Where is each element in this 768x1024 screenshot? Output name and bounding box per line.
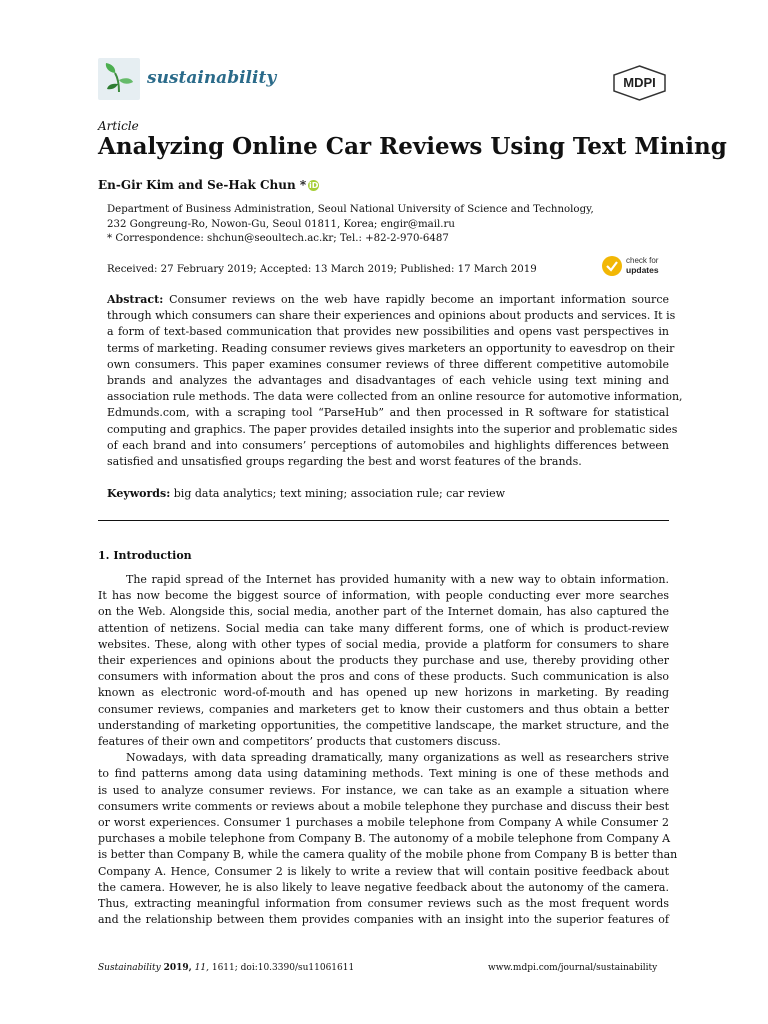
paragraph-line: is better than Company B, while the camera quality of the mobile phone from Company B is better than: [98, 848, 678, 862]
affiliation-line: Department of Business Administration, Seoul National University of Science and Technology,: [107, 204, 594, 215]
citation-footer: [98, 963, 354, 973]
keywords: [107, 487, 505, 500]
paragraph-line: It has now become the biggest source of information, with people conducting ever more searches: [98, 589, 669, 603]
orcid-icon[interactable]: iD: [308, 181, 319, 190]
footer-journal: Sustainability: [98, 963, 161, 973]
journal-name: sustainability: [147, 68, 277, 88]
publication-dates: Received: 27 February 2019; Accepted: 13 March 2019; Published: 17 March 2019: [107, 264, 537, 275]
abstract-text: Consumer reviews on the web have rapidly become an important information source: [169, 293, 669, 306]
affiliation-block: [107, 203, 667, 247]
paragraph-line: websites. These, along with other types of social media, provide a platform for consumers to share: [98, 637, 669, 651]
paragraph-line: and the relationship between them provides companies with an insight into the superior features of: [98, 913, 669, 927]
abstract: [107, 292, 683, 470]
paragraph-line: features of their own and competitors’ products that customers discuss.: [98, 735, 501, 749]
mdpi-logo-text: MDPI: [623, 75, 656, 90]
check-updates-line2: updates: [626, 265, 659, 275]
paragraph-line: consumer reviews, companies and marketers get to know their customers and thus obtain a better: [98, 702, 669, 716]
paragraph-line: the camera. However, he is also likely to leave negative feedback about the autonomy of the camera.: [98, 880, 669, 894]
paragraph-line: understanding of marketing opportunities, the competitive landscape, the market structure, and the: [98, 718, 669, 732]
abstract-line: satisfied and unsatisfied groups regarding the best and worst features of the brands.: [107, 455, 582, 469]
paragraph-line: their experiences and opinions about the products they purchase and use, thereby providing other: [98, 654, 669, 668]
article-title: Analyzing Online Car Reviews Using Text Mining: [98, 133, 727, 160]
paragraph-line: on the Web. Alongside this, social media, another part of the Internet domain, has also captured the: [98, 605, 669, 619]
paragraph-line: consumers write comments or reviews about a mobile telephone they purchase and discuss their best: [98, 799, 669, 813]
paragraph-line: Nowadays, with data spreading dramatically, many organizations as well as researchers strive: [126, 751, 669, 765]
abstract-label: Abstract:: [107, 293, 164, 306]
journal-logo: [98, 58, 140, 100]
abstract-line: through which consumers can share their experiences and opinions about products and services. It is: [107, 309, 676, 323]
abstract-line: own consumers. This paper examines consumer reviews of three different competitive automobile: [107, 357, 669, 371]
footer-year: 2019,: [163, 963, 192, 973]
abstract-line: of each brand and into consumers’ perceptions of automobiles and highlights differences between: [107, 438, 669, 452]
abstract-line: brands and analyzes the advantages and disadvantages of each vehicle using text mining and: [107, 374, 669, 388]
keywords-text: big data analytics; text mining; association rule; car review: [173, 487, 506, 500]
affiliation-line: 232 Gongreung-Ro, Nowon-Gu, Seoul 01811, Korea; engir@mail.ru: [107, 218, 455, 230]
article-type: Article: [98, 119, 139, 133]
paragraph-line: purchases a mobile telephone from Company B. The autonomy of a mobile telephone from Company A: [98, 832, 671, 846]
section-body: [98, 572, 678, 928]
paragraph-line: is used to analyze consumer reviews. For instance, we can take as an example a situation where: [98, 783, 669, 797]
journal-url-link[interactable]: www.mdpi.com/journal/sustainability: [488, 963, 658, 973]
keywords-label: Keywords:: [107, 487, 171, 500]
abstract-line: a form of text-based communication that provides new possibilities and opens vast perspectives in: [107, 325, 669, 339]
paragraph-line: to find patterns among data using datamining methods. Text mining is one of these methods and: [98, 767, 669, 781]
mdpi-logo: [612, 65, 667, 101]
abstract-line: terms of marketing. Reading consumer reviews gives marketers an opportunity to eavesdrop on their: [107, 341, 675, 355]
check-for-updates-badge[interactable]: [600, 254, 670, 278]
section-heading: 1. Introduction: [98, 549, 192, 562]
abstract-line: association rule methods. The data were collected from an online resource for automotive information,: [107, 390, 683, 404]
abstract-line: Edmunds.com, with a scraping tool “ParseHub” and then processed in R software for statistical: [107, 406, 669, 420]
leaf-icon: [98, 58, 140, 100]
paragraph-line: Company A. Hence, Consumer 2 is likely to write a review that will contain positive feedback about: [98, 864, 669, 878]
abstract-line: [107, 292, 669, 308]
check-updates-line1: check for: [626, 256, 659, 265]
footer-doi: 1611; doi:10.3390/su11061611: [211, 963, 355, 973]
paragraph-line: or worst experiences. Consumer 1 purchases a mobile telephone from Company A while Consumer 2: [98, 816, 669, 830]
check-icon: [602, 256, 622, 276]
footer-volume: 11,: [194, 963, 209, 973]
paragraph-line: Thus, extracting meaningful information from consumer reviews such as the most frequent words: [98, 897, 669, 911]
correspondence-line: * Correspondence: shchun@seoultech.ac.kr; Tel.: +82-2-970-6487: [107, 233, 449, 244]
divider: [98, 520, 669, 521]
author-list: [98, 178, 319, 192]
paragraph-line: known as electronic word-of-mouth and has opened up new horizons in marketing. By reading: [98, 686, 669, 700]
authors-text: En-Gir Kim and Se-Hak Chun *: [98, 178, 307, 192]
paragraph-line: consumers with information about the pros and cons of these products. Such communication is also: [98, 670, 669, 684]
abstract-line: computing and graphics. The paper provides detailed insights into the superior and problematic sides: [107, 422, 678, 436]
paragraph-line: The rapid spread of the Internet has provided humanity with a new way to obtain information.: [126, 573, 669, 586]
paragraph-line: attention of netizens. Social media can take many different forms, one of which is product-review: [98, 621, 669, 635]
